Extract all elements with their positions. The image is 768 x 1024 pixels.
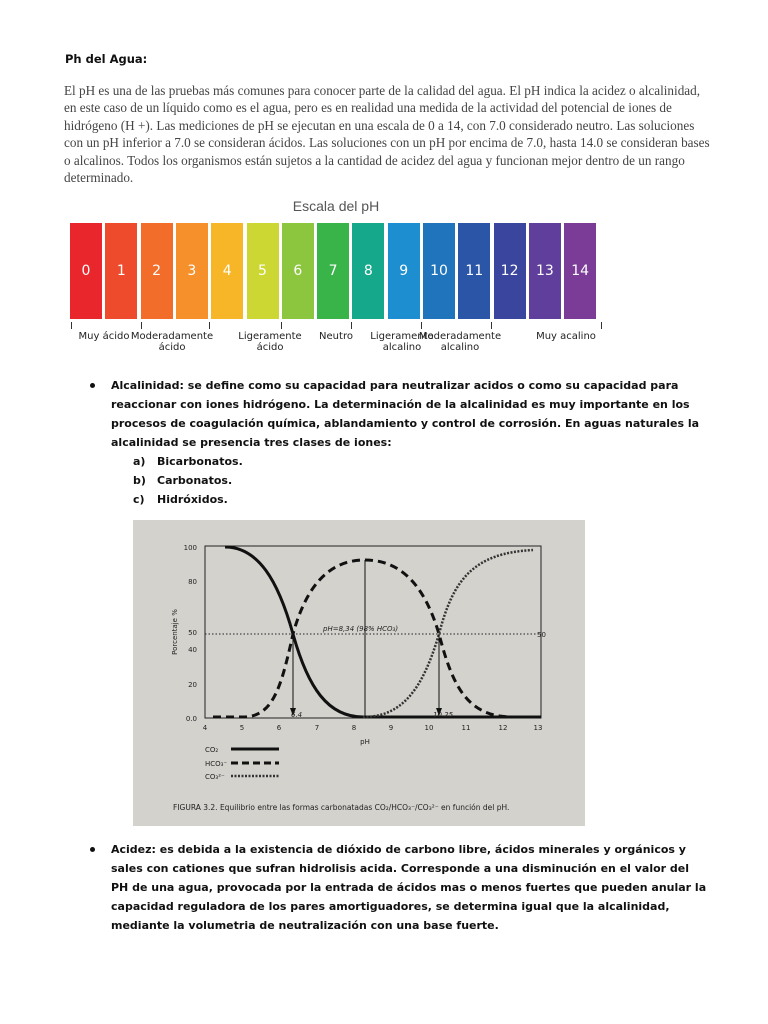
x-axis-label: pH	[360, 738, 370, 746]
x-tick-label: 5	[239, 724, 245, 732]
ph-scale-box: 12	[494, 223, 526, 319]
x-tick-label: 11	[461, 724, 471, 732]
bullet-icon	[90, 383, 95, 388]
ph-range-label	[415, 331, 505, 353]
ph-scale-box: 7	[317, 223, 349, 319]
y-axis-label: Porcentaje %	[171, 609, 179, 655]
ph-scale-box: 5	[247, 223, 279, 319]
legend-label: CO₂	[205, 746, 219, 754]
ph-scale	[66, 198, 606, 358]
ph-range-label-line: Moderadamente	[130, 331, 214, 342]
ph-range-label-line: Moderadamente	[418, 331, 502, 342]
ph-scale-box: 2	[141, 223, 173, 319]
figure-plot	[133, 520, 585, 826]
scale-divider	[71, 322, 72, 329]
ph-scale-box: 8	[352, 223, 384, 319]
x-tick-label: 7	[314, 724, 320, 732]
scale-divider	[421, 322, 422, 329]
scale-divider	[491, 322, 492, 329]
marker-right-label: 10.25	[433, 711, 454, 719]
page-heading: Ph del Agua:	[65, 52, 148, 66]
figure-caption: FIGURA 3.2. Equilibrio entre las formas carbonatadas CO₂/HCO₃⁻/CO₃²⁻ en función del pH.	[173, 803, 510, 812]
ph-scale-box: 14	[564, 223, 596, 319]
ph-scale-box: 3	[176, 223, 208, 319]
ph-scale-box: 1	[105, 223, 137, 319]
list-item-text: Hidróxidos.	[157, 493, 228, 506]
list-marker: b)	[133, 474, 146, 487]
x-tick-label: 13	[533, 724, 543, 732]
ph-range-label-line: alcalino	[382, 342, 422, 353]
y-tick-label: 80	[188, 578, 197, 586]
list-item-text: Bicarbonatos.	[157, 455, 243, 468]
ph-range-label-line: alcalino	[440, 342, 480, 353]
scale-divider	[281, 322, 282, 329]
list-marker: c)	[133, 493, 145, 506]
list-item	[111, 471, 710, 490]
acidez-text: Acidez: es debida a la existencia de dióxido de carbono libre, ácidos minerales y orgánicos y sales con cationes que sufran hidrolisis acida. Corresponde a una disminución en el valor del PH de una agua, provocada por la entrada de ácidos mas o menos fuertes que pueden anular la capacidad reguladora de los pares amortiguadores, se determina igual que la alcalinidad, mediante la volumetria de neutralización con una base fuerte.	[111, 843, 707, 932]
ph-scale-box: 0	[70, 223, 102, 319]
scale-divider	[209, 322, 210, 329]
ph-scale-box: 13	[529, 223, 561, 319]
alcalinidad-text: Alcalinidad: se define como su capacidad para neutralizar acidos o como su capacidad para reaccionar con iones hidrógeno. La determinación de la alcalinidad es muy importante en los procesos de coagulación química, ablandamiento y control de corrosión. En aguas naturales la alcalinidad se presencia tres clases de iones:	[111, 379, 700, 449]
x-tick-label: 9	[388, 724, 394, 732]
y-tick-label: 50	[188, 629, 197, 637]
alcalinidad-section	[90, 376, 710, 509]
acidez-section	[90, 840, 710, 935]
intro-paragraph: El pH es una de las pruebas más comunes para conocer parte de la calidad del agua. El pH indica la acidez o alcalinidad, en este caso de un líquido como es el agua, pero es en realidad una medida de la actividad del potencial de iones de hidrógeno (H +). Las mediciones de pH se ejecutan en una escala de 0 a 14, con 7.0 considerado neutro. Las soluciones con un pH inferior a 7.0 se consideran ácidos. Las soluciones con un pH por encima de 7.0, hasta 14.0 se consideran bases o alcalinos. Todos los organismos están sujetos a la cantidad de acidez del agua y funcionan mejor dentro de un rango determinado.	[64, 83, 710, 186]
annotation-label: pH=8,34 (98% HCO₃)	[323, 625, 399, 633]
ph-range-label	[521, 331, 611, 342]
marker-left-label: 6.4	[291, 711, 303, 719]
carbonate-equilibrium-figure	[133, 520, 585, 826]
ph-range-label-line: Neutro	[319, 331, 353, 342]
ph-range-label-line: ácido	[256, 342, 284, 353]
legend-label: CO₃²⁻	[205, 773, 225, 781]
y-tick-label: 100	[183, 544, 197, 552]
ph-range-label-line: Ligeramente	[238, 331, 302, 342]
legend-label: HCO₃⁻	[205, 760, 228, 768]
ph-scale-box: 11	[458, 223, 490, 319]
bullet-icon	[90, 847, 95, 852]
ph-scale-box: 10	[423, 223, 455, 319]
list-item	[111, 490, 710, 509]
figure-legend	[205, 746, 279, 781]
ph-scale-bar	[70, 223, 600, 319]
ion-list	[111, 452, 710, 509]
ph-range-label-line: ácido	[158, 342, 186, 353]
x-tick-label: 6	[276, 724, 282, 732]
x-tick-label: 10	[424, 724, 434, 732]
x-tick-label: 8	[351, 724, 357, 732]
scale-divider	[351, 322, 352, 329]
ph-range-label-line: Ligeramente	[370, 331, 434, 342]
ph-scale-box: 9	[388, 223, 420, 319]
x-tick-label: 4	[202, 724, 208, 732]
ph-scale-box: 6	[282, 223, 314, 319]
ph-range-label-line: Muy acalino	[536, 331, 596, 342]
y-tick-label: 0.0	[185, 715, 197, 723]
scale-divider	[141, 322, 142, 329]
right-label: 50	[537, 631, 546, 639]
ph-scale-title: Escala del pH	[292, 198, 380, 214]
list-marker: a)	[133, 455, 146, 468]
x-tick-label: 12	[498, 724, 508, 732]
ph-scale-box: 4	[211, 223, 243, 319]
hco3-curve	[213, 560, 541, 717]
ph-range-label	[127, 331, 217, 353]
list-item	[111, 452, 710, 471]
y-tick-label: 40	[188, 646, 197, 654]
ph-range-label-line: Muy ácido	[78, 331, 130, 342]
list-item-text: Carbonatos.	[157, 474, 233, 487]
y-tick-label: 20	[188, 681, 197, 689]
scale-divider	[601, 322, 602, 329]
